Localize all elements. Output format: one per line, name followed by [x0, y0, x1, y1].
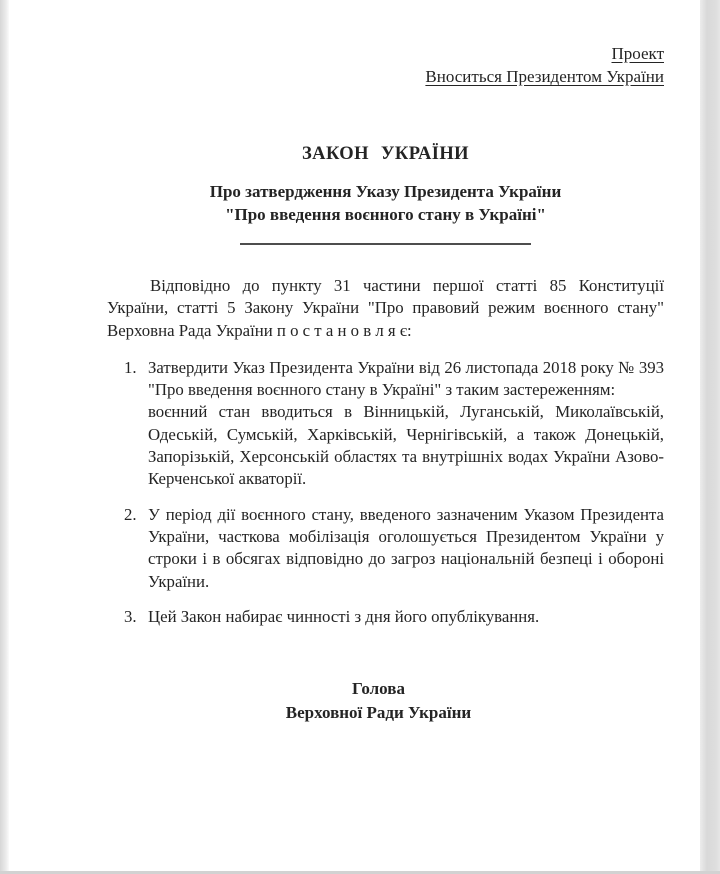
item-2-body — [148, 504, 664, 593]
item-2-number: 2. — [124, 504, 137, 524]
item-1-text-continued: воєнний стан вводиться в Вінницькій, Луганській, Миколаївській, Одеській, Сумській, Харківській, Чернігівській, а також Донецькій, Запорізькій, Херсонській областях та внутрішніх водах України Азово-Керченської акваторії. — [148, 402, 664, 489]
draft-annotation-line2 — [107, 65, 664, 88]
document-content — [9, 0, 700, 871]
item-1-text: Затвердити Указ Президента України від 26 листопада 2018 року № 393 "Про введення воєнного стану в Україні" з таким застереженням: — [148, 357, 664, 400]
signature-organization: Верховної Ради України — [285, 702, 472, 722]
submitted-by-label: Вноситься Президентом України — [425, 67, 664, 86]
draft-label: Проект — [611, 44, 664, 63]
item-3-number: 3. — [124, 606, 137, 626]
list-item-2 — [107, 504, 664, 593]
law-subtitle-line2: "Про введення воєнного стану в Україні" — [225, 204, 546, 224]
item-1-number: 1. — [124, 357, 137, 377]
item-2-text: У період дії воєнного стану, введеного зазначеним Указом Президента України, часткова мобілізація оголошується Президентом України у строки і в обсягах відповідно до загроз національній безпеці і обороні України. — [148, 504, 664, 591]
scan-edge-right — [700, 0, 720, 874]
resolution-items-list — [107, 357, 664, 628]
law-subtitle-line1: Про затвердження Указу Президента України — [209, 182, 562, 201]
item-3-body — [148, 606, 664, 628]
list-item-3 — [107, 606, 664, 628]
draft-annotation-block — [107, 42, 664, 88]
scan-edge-left — [0, 0, 9, 874]
law-title: ЗАКОН УКРАЇНИ — [302, 144, 469, 164]
signature-title: Голова — [352, 679, 405, 699]
item-3-text: Цей Закон набирає чинності з дня його опублікування. — [148, 606, 540, 626]
law-subtitle — [107, 181, 664, 226]
list-item-1 — [107, 357, 664, 491]
item-1-body — [148, 357, 664, 491]
title-separator-line — [240, 243, 531, 245]
draft-annotation-line1 — [107, 42, 664, 65]
signature-block — [107, 677, 650, 724]
preamble-paragraph: Відповідно до пункту 31 частини першої статті 85 Конституції України, статті 5 Закону України "Про правовий режим воєнного стану" Верховна Рада України п о с т а н о в л я є: — [107, 276, 664, 340]
